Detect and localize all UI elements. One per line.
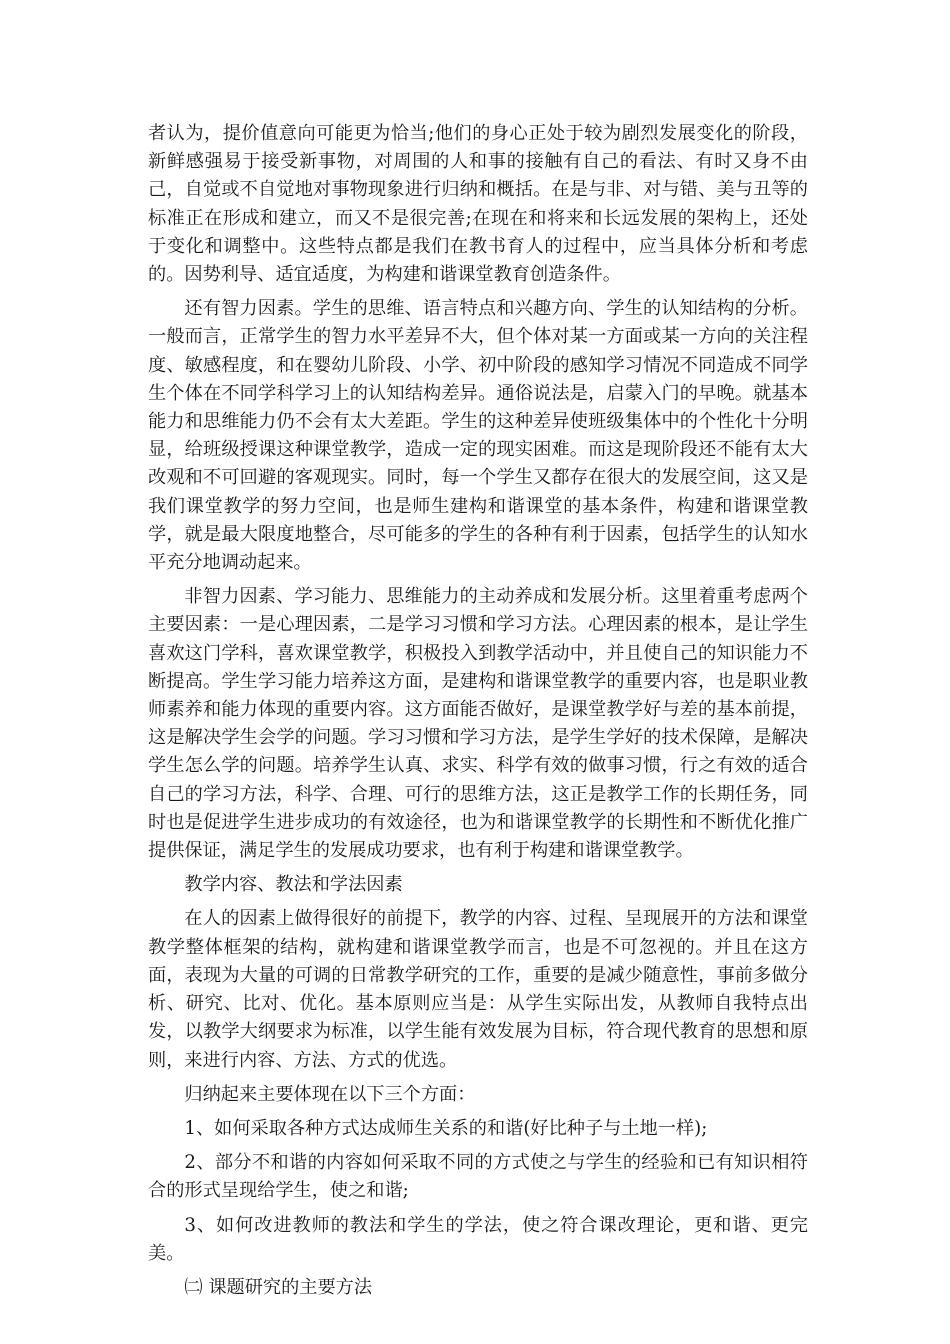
list-item-1: 1、如何采取各种方式达成师生关系的和谐(好比种子与土地一样); — [184, 1117, 708, 1139]
paragraph-intelligence-factors: 还有智力因素。学生的思维、语言特点和兴趣方向、学生的认知结构的分析。一般而言，正常学生的智力水平差异不大，但个体对某一方面或某一方向的关注程度、敏感程度，和在婴幼儿阶段、小学、初中阶段的感知学习情况不同造成不同学生个体在不同学科学习上的认知结构差异。通俗说法是，启蒙入门的早晚。就基本能力和思维能力仍不会有太大差距。学生的这种差异使班级集体中的个性化十分明显，给班级授课这种课堂教学，造成一定的现实困难。而这是现阶段还不能有太大改观和不可回避的客观现实。同时，每一个学生又都存在很大的发展空间，这又是我们课堂教学的努力空间，也是师生建构和谐课堂的基本条件，构建和谐课堂教学，就是最大限度地整合，尽可能多的学生的各种有利于因素，包括学生的认知水平充分地调动起来。 — [148, 298, 808, 574]
paragraph-summary-intro: 归纳起来主要体现在以下三个方面： — [184, 1083, 476, 1105]
list-item-2: 2、部分不和谐的内容如何采取不同的方式使之与学生的经验和已有知识相符合的形式呈现给学生，使之和谐; — [148, 1152, 808, 1202]
paragraph-continuation: 者认为，提价值意向可能更为恰当;他们的身心正处于较为剧烈发展变化的阶段，新鲜感强易于接受新事物，对周围的人和事的接触有自己的看法、有时又身不由己，自觉或不自觉地对事物现象进行归纳和概括。在是与非、对与错、美与丑等的标准正在形成和建立，而又不是很完善;在现在和将来和长远发展的架构上，还处于变化和调整中。这些特点都是我们在教书育人的过程中，应当具体分析和考虑的。因势利导、适宜适度，为构建和谐课堂教育创造条件。 — [148, 123, 808, 286]
document-body — [148, 120, 808, 1308]
section-heading-teaching-content: 教学内容、教法和学法因素 — [184, 874, 403, 896]
paragraph-teaching-content: 在人的因素上做得很好的前提下，教学的内容、过程、呈现展开的方法和课堂教学整体框架的结构，就构建和谐课堂教学而言，也是不可忽视的。并且在这方面，表现为大量的可调的日常教学研究的工作，重要的是减少随意性，事前多做分析、研究、比对、优化。基本原则应当是：从学生实际出发，从教师自我特点出发，以教学大纲要求为标准，以学生能有效发展为目标，符合现代教育的思想和原则，来进行内容、方法、方式的优选。 — [148, 908, 808, 1071]
list-item-3: 3、如何改进教师的教法和学生的学法，使之符合课改理论，更和谐、更完美。 — [148, 1214, 808, 1264]
paragraph-non-intelligence-factors: 非智力因素、学习能力、思维能力的主动养成和发展分析。这里着重考虑两个主要因素：一是心理因素，二是学习习惯和学习方法。心理因素的根本，是让学生喜欢这门学科，喜欢课堂教学，积极投入到教学活动中，并且使自己的知识能力不断提高。学生学习能力培养这方面，是建构和谐课堂教学的重要内容，也是职业教师素养和能力体现的重要内容。这方面能否做好，是课堂教学好与差的基本前提，这是解决学生会学的问题。学习习惯和学习方法，是学生学好的技术保障，是解决学生怎么学的问题。培养学生认真、求实、科学有效的做事习惯，行之有效的适合自己的学习方法，科学、合理、可行的思维方法，这正是教学工作的长期任务，同时也是促进学生进步成功的有效途径，也为和谐课堂教学的长期性和不断优化推广提供保证，满足学生的发展成功要求，也有利于构建和谐课堂教学。 — [148, 586, 808, 862]
section-heading-research-methods: ㈡ 课题研究的主要方法 — [184, 1276, 373, 1298]
